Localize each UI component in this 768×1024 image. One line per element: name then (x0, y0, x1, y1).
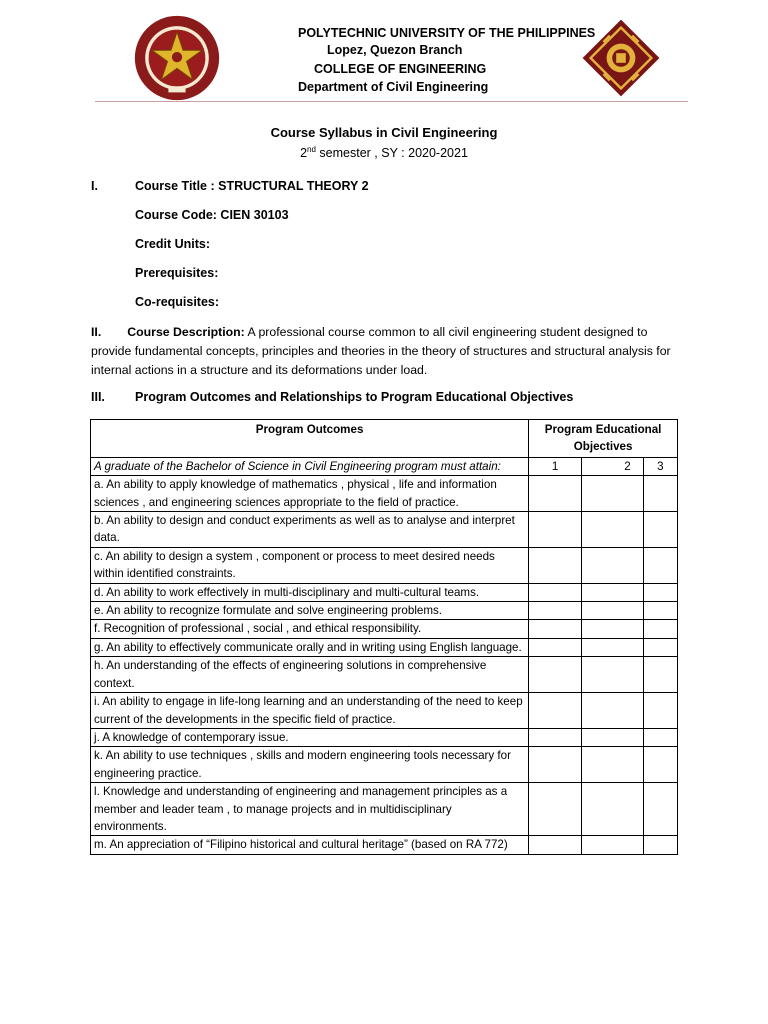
objective-check-cell (643, 657, 677, 693)
objective-check-cell (529, 728, 582, 746)
objective-check-cell (581, 657, 643, 693)
header-program-objectives: Program Educational Objectives (529, 420, 678, 458)
outcome-cell: c. An ability to design a system , component or process to meet desired needs within identified constraints. (91, 547, 529, 583)
table-header-row (91, 420, 678, 458)
objective-check-cell (643, 747, 677, 783)
outcome-cell: h. An understanding of the effects of engineering solutions in comprehensive context. (91, 657, 529, 693)
objective-check-cell (581, 476, 643, 512)
objective-check-cell (529, 693, 582, 729)
objective-check-cell (643, 476, 677, 512)
table-row (91, 620, 678, 638)
intro-text: A graduate of the Bachelor of Science in Civil Engineering program must attain: (91, 457, 529, 475)
course-description-text: A professional course common to all civil engineering student designed to provide fundamental concepts, principles and theories in the theory of structures and structural analysis for internal actions in a structure and its deformations under load. (91, 325, 671, 377)
outcome-cell: j. A knowledge of contemporary issue. (91, 728, 529, 746)
table-row (91, 602, 678, 620)
objective-check-cell (643, 512, 677, 548)
objective-col-3: 3 (643, 457, 677, 475)
objective-check-cell (529, 836, 582, 854)
course-description-label: Course Description: (127, 325, 245, 339)
objective-check-cell (643, 728, 677, 746)
table-row (91, 836, 678, 854)
outcome-cell: d. An ability to work effectively in multi-disciplinary and multi-cultural teams. (91, 583, 529, 601)
semester-number: 2 (300, 146, 308, 161)
objective-check-cell (581, 836, 643, 854)
outcome-cell: m. An appreciation of “Filipino historical and cultural heritage” (based on RA 772) (91, 836, 529, 854)
department-name: Department of Civil Engineering (298, 80, 489, 94)
section-3-number: III. (91, 390, 105, 404)
objective-check-cell (529, 657, 582, 693)
objective-check-cell (581, 783, 643, 836)
semester-line (0, 145, 768, 160)
outcome-cell: l. Knowledge and understanding of engineering and management principles as a member and leader team , to manage projects and in multidisciplinary environments. (91, 783, 529, 836)
objective-check-cell (581, 547, 643, 583)
objective-check-cell (643, 693, 677, 729)
table-row (91, 583, 678, 601)
objective-check-cell (529, 747, 582, 783)
credit-units: Credit Units: (135, 237, 210, 251)
table-row (91, 728, 678, 746)
objective-check-cell (581, 693, 643, 729)
objective-check-cell (643, 547, 677, 583)
objective-check-cell (581, 512, 643, 548)
table-row (91, 693, 678, 729)
objective-check-cell (529, 476, 582, 512)
table-row (91, 547, 678, 583)
objective-check-cell (529, 512, 582, 548)
objective-check-cell (643, 638, 677, 656)
outcome-cell: f. Recognition of professional , social , and ethical responsibility. (91, 620, 529, 638)
document-title: Course Syllabus in Civil Engineering (270, 125, 498, 140)
header-program-outcomes: Program Outcomes (91, 420, 529, 458)
objective-check-cell (529, 583, 582, 601)
objective-check-cell (529, 638, 582, 656)
university-name: POLYTECHNIC UNIVERSITY OF THE PHILIPPINES (298, 26, 596, 40)
objective-check-cell (643, 836, 677, 854)
corequisites: Co-requisites: (135, 295, 220, 309)
section-2-number: II. (91, 325, 102, 339)
semester-text: semester , SY : 2020-2021 (315, 146, 468, 161)
section-1-number: I. (91, 179, 98, 193)
section-3-title: Program Outcomes and Relationships to Program Educational Objectives (135, 390, 574, 404)
semester-suffix: nd (307, 145, 316, 154)
objective-check-cell (529, 547, 582, 583)
objective-check-cell (581, 638, 643, 656)
prerequisites: Prerequisites: (135, 266, 219, 280)
objective-check-cell (529, 783, 582, 836)
course-description (91, 323, 681, 380)
objective-check-cell (529, 602, 582, 620)
objective-check-cell (581, 583, 643, 601)
objective-col-2: 2 (581, 457, 643, 475)
objective-check-cell (581, 747, 643, 783)
course-code: Course Code: CIEN 30103 (135, 208, 289, 222)
objective-check-cell (581, 620, 643, 638)
pup-seal-icon (134, 15, 220, 101)
table-intro-row (91, 457, 678, 475)
program-outcomes-table (90, 419, 678, 855)
course-title: Course Title : STRUCTURAL THEORY 2 (135, 179, 369, 193)
outcome-cell: i. An ability to engage in life-long learning and an understanding of the need to keep current of the developments in the specific field of practice. (91, 693, 529, 729)
objective-check-cell (643, 583, 677, 601)
objective-col-1: 1 (529, 457, 582, 475)
table-row (91, 476, 678, 512)
college-name: COLLEGE OF ENGINEERING (314, 62, 487, 76)
outcome-cell: g. An ability to effectively communicate orally and in writing using English language. (91, 638, 529, 656)
table-row (91, 747, 678, 783)
objective-check-cell (581, 602, 643, 620)
objective-check-cell (581, 728, 643, 746)
header-divider (95, 101, 688, 102)
outcome-cell: k. An ability to use techniques , skills and modern engineering tools necessary for engineering practice. (91, 747, 529, 783)
outcome-cell: e. An ability to recognize formulate and solve engineering problems. (91, 602, 529, 620)
objective-check-cell (529, 620, 582, 638)
branch-name: Lopez, Quezon Branch (327, 43, 463, 57)
objective-check-cell (643, 620, 677, 638)
outcome-cell: b. An ability to design and conduct experiments as well as to analyse and interpret data. (91, 512, 529, 548)
objective-check-cell (643, 783, 677, 836)
table-row (91, 657, 678, 693)
outcome-cell: a. An ability to apply knowledge of mathematics , physical , life and information sciences , and engineering sciences appropriate to the field of practice. (91, 476, 529, 512)
table-row (91, 638, 678, 656)
objective-check-cell (643, 602, 677, 620)
table-row (91, 512, 678, 548)
table-row (91, 783, 678, 836)
